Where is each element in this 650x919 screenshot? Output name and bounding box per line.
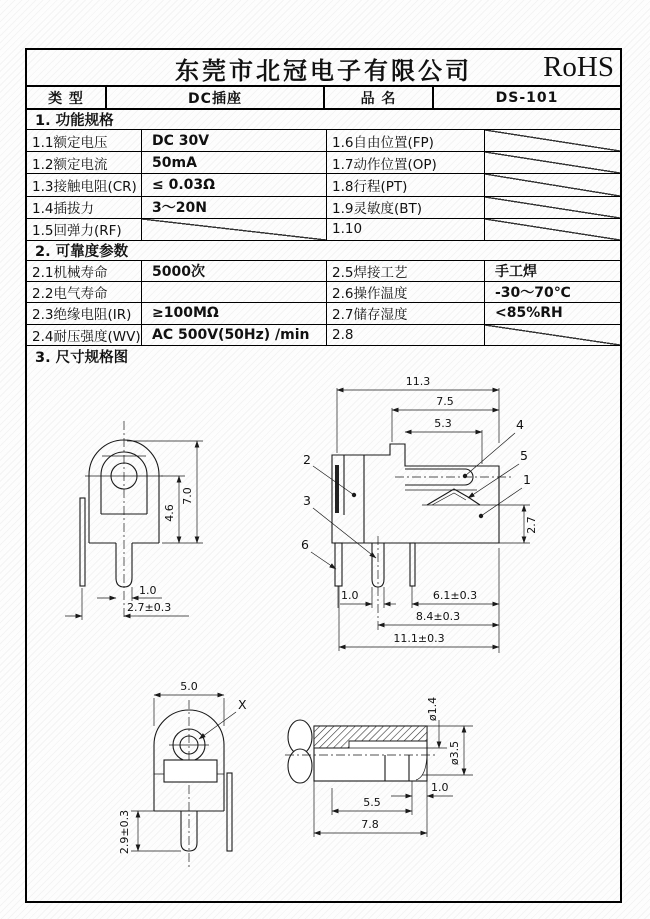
spec-label: 2.7储存湿度 — [327, 303, 485, 324]
spec-label: 1.6自由位置(FP) — [327, 130, 485, 152]
meta-row — [27, 87, 620, 110]
spec-label: 2.8 — [327, 325, 485, 346]
dim-label: 2.7 — [525, 515, 538, 534]
spec-label: 2.2电气寿命 — [27, 282, 142, 303]
dim-label: ø1.4 — [426, 696, 439, 721]
dim-label: 5.0 — [180, 679, 198, 693]
spec-label: 2.1机械寿命 — [27, 261, 142, 282]
title-row — [27, 50, 620, 87]
product-name-value: DS-101 — [495, 89, 559, 106]
spec-label: 1.7动作位置(OP) — [327, 152, 485, 174]
callout-3: 3 — [303, 492, 311, 508]
dim-label: 1.0 — [431, 780, 449, 794]
section3-title: 3. 尺寸规格图 — [35, 350, 129, 367]
section2-title: 2. 可靠度参数 — [27, 241, 620, 261]
dim-label: 7.5 — [436, 394, 454, 408]
spec-label: 2.4耐压强度(WV) — [27, 325, 142, 346]
spec-value: ≥100MΩ — [142, 303, 327, 324]
spec-value: DC 30V — [142, 130, 327, 152]
spec-table-1 — [27, 130, 620, 241]
spec-label: 1.9灵敏度(BT) — [327, 197, 485, 219]
spec-value — [142, 282, 327, 303]
dim-label: 1.0 — [341, 588, 359, 602]
spec-value: 50mA — [142, 152, 327, 174]
spec-label: 1.2额定电流 — [27, 152, 142, 174]
dim-label: 8.4±0.3 — [415, 609, 461, 623]
dim-label: ø3.5 — [448, 740, 461, 765]
spec-value: -30～70℃ — [485, 282, 620, 303]
spec-value: ≤ 0.03Ω — [142, 174, 327, 196]
callout-x: X — [238, 696, 247, 712]
spec-label: 1.3接触电阻(CR) — [27, 174, 142, 196]
type-label: 类 型 — [27, 87, 107, 108]
view1-terminal-side — [65, 421, 203, 620]
spec-value: 手工焊 — [485, 261, 620, 282]
spec-value-empty — [485, 152, 620, 174]
spec-label: 2.5焊接工艺 — [327, 261, 485, 282]
callout-4: 4 — [516, 416, 524, 432]
spec-label: 1.4插拔力 — [27, 197, 142, 219]
document-frame — [25, 48, 622, 903]
dim-label: 7.0 — [181, 486, 194, 505]
company-name: 东莞市北冠电子有限公司 — [175, 57, 472, 85]
callout-2: 2 — [303, 451, 311, 467]
callout-6: 6 — [301, 536, 309, 552]
view4-section-view — [285, 697, 473, 837]
view2-jack-section — [301, 375, 538, 653]
spec-value: 5000次 — [142, 261, 327, 282]
callout-1: 1 — [523, 471, 531, 487]
section1-title: 1. 功能规格 — [27, 110, 620, 130]
dim-label: 1.0 — [139, 583, 157, 597]
dimension-drawings — [27, 368, 620, 904]
dimension-drawings-area — [27, 368, 620, 904]
dim-label: 6.1±0.3 — [432, 588, 478, 602]
spec-value-empty — [485, 325, 620, 346]
product-name-label: 品 名 — [325, 87, 434, 108]
spec-label: 2.6操作温度 — [327, 282, 485, 303]
spec-label: 1.8行程(PT) — [327, 174, 485, 196]
dim-label: 5.5 — [363, 795, 381, 809]
dim-label: 5.3 — [434, 416, 452, 430]
dim-label: 2.7±0.3 — [127, 600, 172, 614]
spec-label: 1.1额定电压 — [27, 130, 142, 152]
spec-value: AC 500V(50Hz) /min — [142, 325, 327, 346]
spec-label: 2.3绝缘电阻(IR) — [27, 303, 142, 324]
spec-value: <85%RH — [485, 303, 620, 324]
dim-label: 4.6 — [163, 503, 176, 522]
rohs-mark: RoHS — [543, 51, 614, 83]
spec-value-empty — [142, 219, 327, 241]
callout-5: 5 — [520, 447, 528, 463]
spec-label: 1.10 — [327, 219, 485, 241]
dim-label: 2.9±0.3 — [118, 809, 131, 854]
dim-label: 11.1±0.3 — [393, 631, 445, 645]
dim-label: 11.3 — [405, 374, 431, 388]
dim-label: 7.8 — [361, 817, 379, 831]
spec-label: 1.5回弹力(RF) — [27, 219, 142, 241]
spec-value-empty — [485, 219, 620, 241]
view3-front-view — [118, 680, 247, 870]
spec-value-empty — [485, 130, 620, 152]
spec-value-empty — [485, 197, 620, 219]
spec-table-2 — [27, 261, 620, 346]
type-value: DC插座 — [107, 87, 325, 108]
spec-value-empty — [485, 174, 620, 196]
spec-value: 3～20N — [142, 197, 327, 219]
